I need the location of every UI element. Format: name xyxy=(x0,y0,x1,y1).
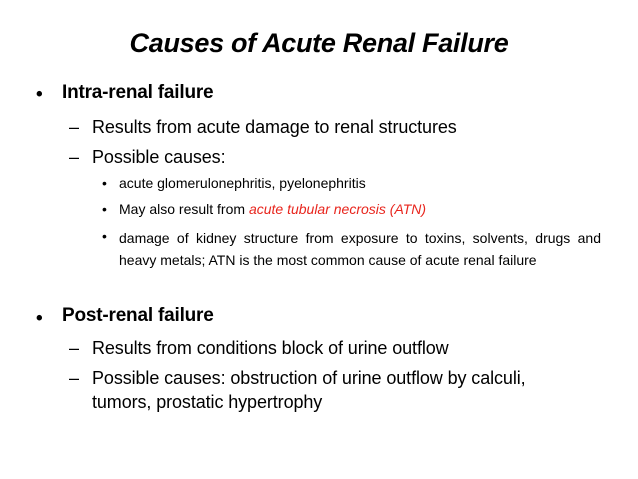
dash-icon: – xyxy=(69,147,79,167)
intra-sub-causes: Possible causes: xyxy=(92,147,226,167)
dash-icon: – xyxy=(69,368,79,388)
bullet-icon: • xyxy=(102,201,107,217)
cause-atn-highlight: acute tubular necrosis (ATN) xyxy=(248,201,427,217)
cause-atn xyxy=(119,201,426,217)
slide-title: Causes of Acute Renal Failure xyxy=(129,28,509,58)
cause-glomerulonephritis: acute glomerulonephritis, pyelonephritis xyxy=(119,175,366,191)
post-sub-causes-line1: Possible causes: obstruction of urine outflow by calculi, xyxy=(92,368,526,388)
dash-icon: – xyxy=(69,117,79,137)
post-sub-results: Results from conditions block of urine outflow xyxy=(92,338,449,358)
heading-post-renal: Post-renal failure xyxy=(62,305,214,326)
cause-toxins: damage of kidney structure from exposure to toxins, solvents, drugs and heavy metals; ATN is the most common cause of acute renal failure xyxy=(119,230,601,268)
dash-icon: – xyxy=(69,338,79,358)
intra-sub-results: Results from acute damage to renal structures xyxy=(92,117,457,137)
bullet-icon: • xyxy=(36,84,43,105)
bullet-icon: • xyxy=(36,308,43,329)
cause-atn-prefix: May also result from xyxy=(119,201,249,217)
post-sub-causes-line2: tumors, prostatic hypertrophy xyxy=(92,392,323,412)
bullet-icon: • xyxy=(102,175,107,191)
bullet-icon: • xyxy=(102,228,107,244)
heading-intra-renal: Intra-renal failure xyxy=(62,82,214,103)
